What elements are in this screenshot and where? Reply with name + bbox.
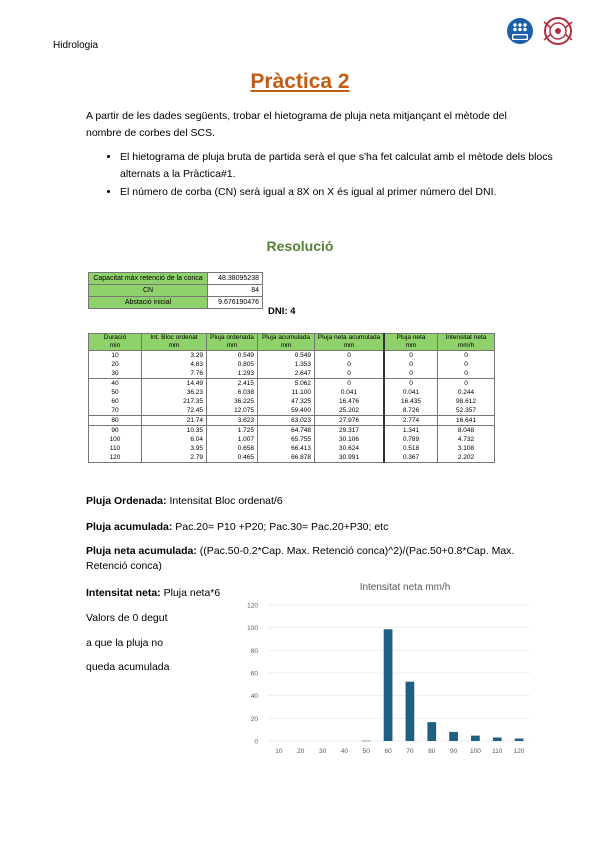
bar-100 — [471, 736, 480, 741]
table-cell: 98.612 — [438, 397, 495, 406]
table-cell: 40 — [89, 379, 142, 389]
equation-pluja-acumulada: Pluja acumulada: Pac.20= P10 +P20; Pac.30= Pac.20+P30; etc — [86, 521, 389, 533]
table-row — [89, 297, 263, 309]
column-header: Intensitat neta mm/h — [438, 334, 495, 351]
x-tick-label: 20 — [297, 748, 305, 755]
param-label: Capacitat màx retenció de la conca — [89, 273, 208, 285]
table-cell: 25.202 — [315, 406, 385, 416]
table-cell: 30.991 — [315, 453, 385, 463]
table-cell: 0 — [438, 379, 495, 389]
param-value: 84 — [208, 285, 263, 297]
table-row — [89, 369, 495, 379]
table-cell: 0 — [438, 360, 495, 369]
table-cell: 0.789 — [384, 435, 438, 444]
table-cell: 4.732 — [438, 435, 495, 444]
table-row — [89, 435, 495, 444]
table-cell: 0 — [384, 360, 438, 369]
y-tick-label: 60 — [250, 670, 258, 678]
table-cell: 29.317 — [315, 426, 385, 436]
table-cell: 65.755 — [258, 435, 315, 444]
table-cell: 217.35 — [142, 397, 207, 406]
table-cell: 0.041 — [315, 388, 385, 397]
table-cell: 70 — [89, 406, 142, 416]
table-cell: 1.007 — [207, 435, 258, 444]
table-cell: 30.624 — [315, 444, 385, 453]
y-tick-label: 100 — [247, 625, 258, 633]
column-header: Pluja ordenada mm — [207, 334, 258, 351]
table-cell: 36.23 — [142, 388, 207, 397]
table-cell: 2.415 — [207, 379, 258, 389]
table-cell: 11.100 — [258, 388, 315, 397]
x-tick-label: 50 — [362, 748, 370, 755]
instruction-list — [86, 149, 570, 202]
note-line: a que la pluja no — [86, 637, 164, 649]
x-tick-label: 40 — [340, 748, 349, 755]
table-cell: 0 — [315, 369, 385, 379]
column-header: Pluja neta mm — [384, 334, 438, 351]
table-cell: 0.518 — [384, 444, 438, 453]
table-row — [89, 351, 495, 361]
section-heading: Resolució — [266, 238, 334, 254]
bar-110 — [493, 737, 502, 741]
dni-label: DNI: 4 — [268, 306, 296, 317]
table-cell: 3.623 — [207, 416, 258, 426]
table-cell: 47.325 — [258, 397, 315, 406]
y-tick-label: 0 — [254, 738, 258, 746]
table-cell: 90 — [89, 426, 142, 436]
table-cell: 6.04 — [142, 435, 207, 444]
param-label: Abstació inicial — [89, 297, 208, 309]
table-cell: 36.225 — [207, 397, 258, 406]
table-cell: 2.647 — [258, 369, 315, 379]
table-cell: 16.476 — [315, 397, 385, 406]
table-cell: 12.075 — [207, 406, 258, 416]
equation-intensitat-neta: Intensitat neta: Pluja neta*6 — [86, 587, 221, 599]
university-logos — [506, 16, 578, 46]
table-cell: 5.062 — [258, 379, 315, 389]
results-table — [88, 333, 495, 463]
x-tick-label: 110 — [492, 748, 503, 755]
table-cell: 0 — [315, 379, 385, 389]
table-row — [89, 388, 495, 397]
table-row — [89, 406, 495, 416]
table-cell: 0.658 — [207, 444, 258, 453]
param-value: 9.676190476 — [208, 297, 263, 309]
table-cell: 4.83 — [142, 360, 207, 369]
equation-pluja-ordenada: Pluja Ordenada: Intensitat Bloc ordenat/6 — [86, 495, 283, 507]
bar-120 — [515, 739, 524, 741]
table-cell: 21.74 — [142, 416, 207, 426]
table-cell: 27.976 — [315, 416, 385, 426]
table-cell: 0 — [384, 379, 438, 389]
table-cell: 0.549 — [258, 351, 315, 361]
table-row — [89, 273, 263, 285]
table-cell: 1.725 — [207, 426, 258, 436]
x-tick-label: 100 — [469, 748, 481, 755]
table-cell: 8.726 — [384, 406, 438, 416]
x-tick-label: 10 — [275, 748, 283, 755]
table-cell: 60 — [89, 397, 142, 406]
table-cell: 3.95 — [142, 444, 207, 453]
intro-paragraph: A partir de les dades següents, trobar el hietograma de pluja neta mitjançant el mètode del nombre de corbes del SCS. — [86, 110, 507, 139]
bar-90 — [449, 732, 458, 741]
column-header: Pluja neta acumulada mm — [315, 334, 385, 351]
table-cell: 64.748 — [258, 426, 315, 436]
page-title: Pràctica 2 — [250, 70, 350, 93]
table-row — [89, 360, 495, 369]
table-cell: 2.774 — [384, 416, 438, 426]
column-header: Pluja acumulada mm — [258, 334, 315, 351]
table-cell: 1.293 — [207, 369, 258, 379]
table-cell: 30 — [89, 369, 142, 379]
table-cell: 63.023 — [258, 416, 315, 426]
table-cell: 0.465 — [207, 453, 258, 463]
column-header: Duració min — [89, 334, 142, 351]
note-line: queda acumulada — [86, 661, 170, 673]
table-cell: 0 — [438, 369, 495, 379]
table-cell: 20 — [89, 360, 142, 369]
list-item: • El hietograma de pluja bruta de partida serà el que s'ha fet calculat amb el mètode dels blocs alternats a la Pràctica#1. — [120, 149, 570, 183]
note-line: Valors de 0 degut — [86, 612, 168, 624]
table-cell: 120 — [89, 453, 142, 463]
table-cell: 7.76 — [142, 369, 207, 379]
intensity-bar-chart — [230, 575, 540, 765]
table-cell: 0 — [438, 351, 495, 361]
chart-gridlines — [268, 605, 530, 741]
y-tick-label: 40 — [250, 693, 258, 701]
table-cell: 1.341 — [384, 426, 438, 436]
upc-logo-icon — [506, 17, 534, 45]
table-cell: 52.357 — [438, 406, 495, 416]
table-cell: 66.878 — [258, 453, 315, 463]
table-row — [89, 426, 495, 436]
chart-bars — [362, 629, 524, 741]
header-subject: Hidrologia — [53, 40, 99, 51]
table-cell: 10.35 — [142, 426, 207, 436]
y-tick-label: 120 — [247, 602, 258, 610]
table-cell: 100 — [89, 435, 142, 444]
table-cell: 0.041 — [384, 388, 438, 397]
x-tick-label: 120 — [513, 748, 525, 755]
table-cell: 2.202 — [438, 453, 495, 463]
bar-80 — [427, 722, 436, 741]
table-cell: 50 — [89, 388, 142, 397]
y-tick-label: 20 — [250, 715, 258, 723]
x-tick-label: 90 — [449, 748, 458, 755]
y-axis — [247, 603, 258, 746]
x-tick-label: 80 — [428, 748, 436, 755]
table-cell: 3.29 — [142, 351, 207, 361]
chart-title: Intensitat neta mm/h — [359, 582, 451, 593]
table-cell: 2.79 — [142, 453, 207, 463]
table-row — [89, 416, 495, 426]
table-row — [89, 379, 495, 389]
table-cell: 8.048 — [438, 426, 495, 436]
table-cell: 110 — [89, 444, 142, 453]
table-cell: 1.353 — [258, 360, 315, 369]
table-row — [89, 444, 495, 453]
x-tick-label: 60 — [384, 748, 392, 755]
table-cell: 14.49 — [142, 379, 207, 389]
table-cell: 6.038 — [207, 388, 258, 397]
table-cell: 16.641 — [438, 416, 495, 426]
equation-pluja-neta-acumulada: Pluja neta acumulada: ((Pac.50-0.2*Cap. Max. Retenció conca)^2)/(Pac.50+0.8*Cap. Max. Retenció conca) — [86, 545, 515, 572]
list-item: • El número de corba (CN) serà igual a 8X on X és igual al primer número del DNI. — [120, 184, 570, 201]
bar-60 — [384, 629, 393, 741]
x-tick-label: 70 — [406, 748, 414, 755]
table-cell: 0 — [315, 360, 385, 369]
column-header: Int. Bloc ordenat mm — [142, 334, 207, 351]
table-row — [89, 285, 263, 297]
table-row — [89, 453, 495, 463]
bar-70 — [406, 682, 415, 741]
table-cell: 0.367 — [384, 453, 438, 463]
table-header-row — [89, 334, 495, 351]
table-cell: 0 — [384, 351, 438, 361]
table-cell: 80 — [89, 416, 142, 426]
table-cell: 0.244 — [438, 388, 495, 397]
table-cell: 0.805 — [207, 360, 258, 369]
param-value: 48.38095238 — [208, 273, 263, 285]
table-cell: 0.549 — [207, 351, 258, 361]
table-cell: 0 — [384, 369, 438, 379]
table-cell: 0 — [315, 351, 385, 361]
param-label: CN — [89, 285, 208, 297]
x-axis — [275, 748, 525, 755]
x-tick-label: 30 — [318, 748, 327, 755]
school-seal-icon — [538, 16, 578, 46]
y-tick-label: 80 — [250, 647, 258, 655]
table-cell: 10 — [89, 351, 142, 361]
parameters-table — [88, 272, 263, 309]
table-cell: 59.400 — [258, 406, 315, 416]
table-cell: 66.413 — [258, 444, 315, 453]
table-cell: 16.435 — [384, 397, 438, 406]
table-cell: 30.106 — [315, 435, 385, 444]
bar-50 — [362, 741, 371, 742]
table-cell: 3.108 — [438, 444, 495, 453]
table-row — [89, 397, 495, 406]
table-cell: 72.45 — [142, 406, 207, 416]
